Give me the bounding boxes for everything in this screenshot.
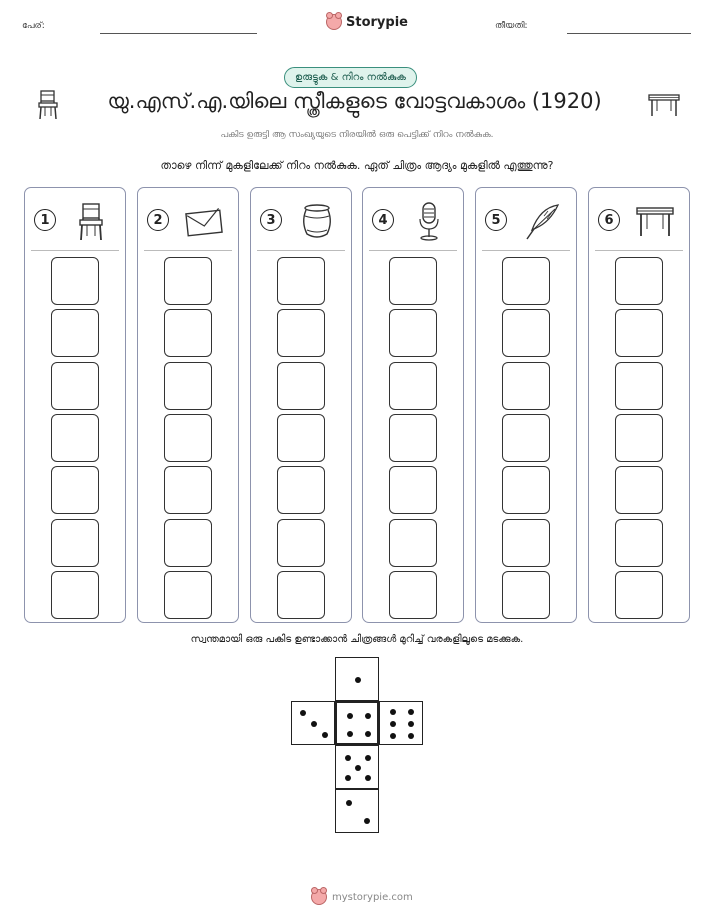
column-divider — [482, 250, 570, 251]
pot-icon — [297, 202, 337, 242]
color-box[interactable] — [502, 309, 550, 357]
color-box[interactable] — [389, 257, 437, 305]
column-5 — [475, 187, 577, 623]
column-header — [476, 202, 576, 242]
date-label: തീയതി: — [495, 21, 528, 31]
color-box[interactable] — [502, 362, 550, 410]
color-box[interactable] — [51, 309, 99, 357]
pip — [365, 731, 371, 737]
pip — [322, 732, 328, 738]
die-face-6 — [379, 701, 423, 745]
pip — [390, 709, 396, 715]
die-face-2 — [335, 789, 379, 833]
color-box[interactable] — [51, 519, 99, 567]
color-box[interactable] — [615, 519, 663, 567]
color-box[interactable] — [277, 257, 325, 305]
footer-url[interactable]: mystorypie.com — [332, 891, 413, 903]
color-box[interactable] — [164, 362, 212, 410]
column-4 — [362, 187, 464, 623]
column-header — [138, 202, 238, 242]
pip — [364, 818, 370, 824]
color-box[interactable] — [164, 414, 212, 462]
color-box[interactable] — [615, 362, 663, 410]
pip — [345, 775, 351, 781]
color-box[interactable] — [502, 466, 550, 514]
pip — [300, 710, 306, 716]
color-box[interactable] — [615, 466, 663, 514]
color-box[interactable] — [389, 519, 437, 567]
color-box[interactable] — [615, 414, 663, 462]
pip — [346, 800, 352, 806]
color-box[interactable] — [51, 466, 99, 514]
color-box[interactable] — [277, 571, 325, 619]
column-number: 5 — [485, 209, 507, 231]
die-face-3 — [291, 701, 335, 745]
column-2 — [137, 187, 239, 623]
color-box[interactable] — [615, 571, 663, 619]
microphone-icon — [409, 202, 449, 242]
column-3 — [250, 187, 352, 623]
color-box[interactable] — [502, 414, 550, 462]
pip — [311, 721, 317, 727]
bear-icon — [326, 14, 342, 30]
color-box[interactable] — [277, 362, 325, 410]
date-line[interactable] — [567, 33, 691, 34]
column-header — [363, 202, 463, 242]
column-number: 2 — [147, 209, 169, 231]
table-icon — [647, 92, 681, 118]
color-box[interactable] — [277, 466, 325, 514]
pip — [408, 721, 414, 727]
color-box[interactable] — [51, 362, 99, 410]
pip — [365, 755, 371, 761]
die-face-1 — [335, 657, 379, 701]
color-box[interactable] — [502, 519, 550, 567]
pip — [390, 733, 396, 739]
color-box[interactable] — [389, 362, 437, 410]
column-6 — [588, 187, 690, 623]
color-box[interactable] — [164, 309, 212, 357]
column-1 — [24, 187, 126, 623]
chair-icon — [36, 89, 60, 121]
column-number: 6 — [598, 209, 620, 231]
color-box[interactable] — [164, 519, 212, 567]
name-line[interactable] — [100, 33, 257, 34]
activity-badge: ഉരുട്ടുക & നിറം നൽകുക — [284, 67, 417, 88]
table-icon — [635, 202, 675, 242]
column-divider — [369, 250, 457, 251]
pip — [365, 713, 371, 719]
color-box[interactable] — [164, 257, 212, 305]
color-box[interactable] — [502, 257, 550, 305]
pip — [408, 709, 414, 715]
column-header — [25, 202, 125, 242]
subtitle: പകിട ഉരുട്ടി ആ സംഖ്യയുടെ നിരയിൽ ഒരു പെട്ടിക്ക് നിറം നൽകുക. — [220, 130, 494, 140]
instruction: താഴെ നിന്ന് മുകളിലേക്ക് നിറം നൽകുക. ഏത് ചിത്രം ആദ്യം മുകളിൽ എത്തുന്നു? — [160, 159, 554, 172]
column-number: 1 — [34, 209, 56, 231]
pip — [365, 775, 371, 781]
color-box[interactable] — [615, 309, 663, 357]
die-face-5 — [335, 745, 379, 789]
pip — [345, 755, 351, 761]
name-label: പേര്: — [22, 21, 45, 31]
pip — [347, 713, 353, 719]
color-box[interactable] — [164, 571, 212, 619]
column-number: 3 — [260, 209, 282, 231]
column-divider — [31, 250, 119, 251]
pip — [408, 733, 414, 739]
envelope-icon — [184, 202, 224, 242]
column-header — [589, 202, 689, 242]
quill-icon — [522, 202, 562, 242]
color-box[interactable] — [389, 466, 437, 514]
cut-instruction: സ്വന്തമായി ഒരു പകിട ഉണ്ടാക്കാൻ ചിത്രങ്ങൾ മുറിച്ച് വരകളിലൂടെ മടക്കുക. — [190, 634, 524, 645]
color-box[interactable] — [277, 309, 325, 357]
footer — [311, 889, 413, 905]
brand-name: Storypie — [346, 14, 408, 30]
pip — [390, 721, 396, 727]
color-box[interactable] — [277, 519, 325, 567]
column-number: 4 — [372, 209, 394, 231]
color-box[interactable] — [164, 466, 212, 514]
color-box[interactable] — [277, 414, 325, 462]
die-face-4 — [335, 701, 379, 745]
color-box[interactable] — [615, 257, 663, 305]
pip — [355, 677, 361, 683]
column-header — [251, 202, 351, 242]
brand-logo — [326, 14, 408, 30]
column-divider — [144, 250, 232, 251]
color-box[interactable] — [389, 571, 437, 619]
column-divider — [595, 250, 683, 251]
color-box[interactable] — [389, 414, 437, 462]
bear-icon — [311, 889, 327, 905]
color-box[interactable] — [51, 571, 99, 619]
color-box[interactable] — [389, 309, 437, 357]
color-box[interactable] — [51, 414, 99, 462]
page-title: യു.എസ്.എ.യിലെ സ്ത്രീകളുടെ വോട്ടവകാശം (1920) — [107, 89, 602, 113]
color-box[interactable] — [51, 257, 99, 305]
pip — [347, 731, 353, 737]
column-divider — [257, 250, 345, 251]
color-box[interactable] — [502, 571, 550, 619]
chair-icon — [71, 202, 111, 242]
pip — [355, 765, 361, 771]
